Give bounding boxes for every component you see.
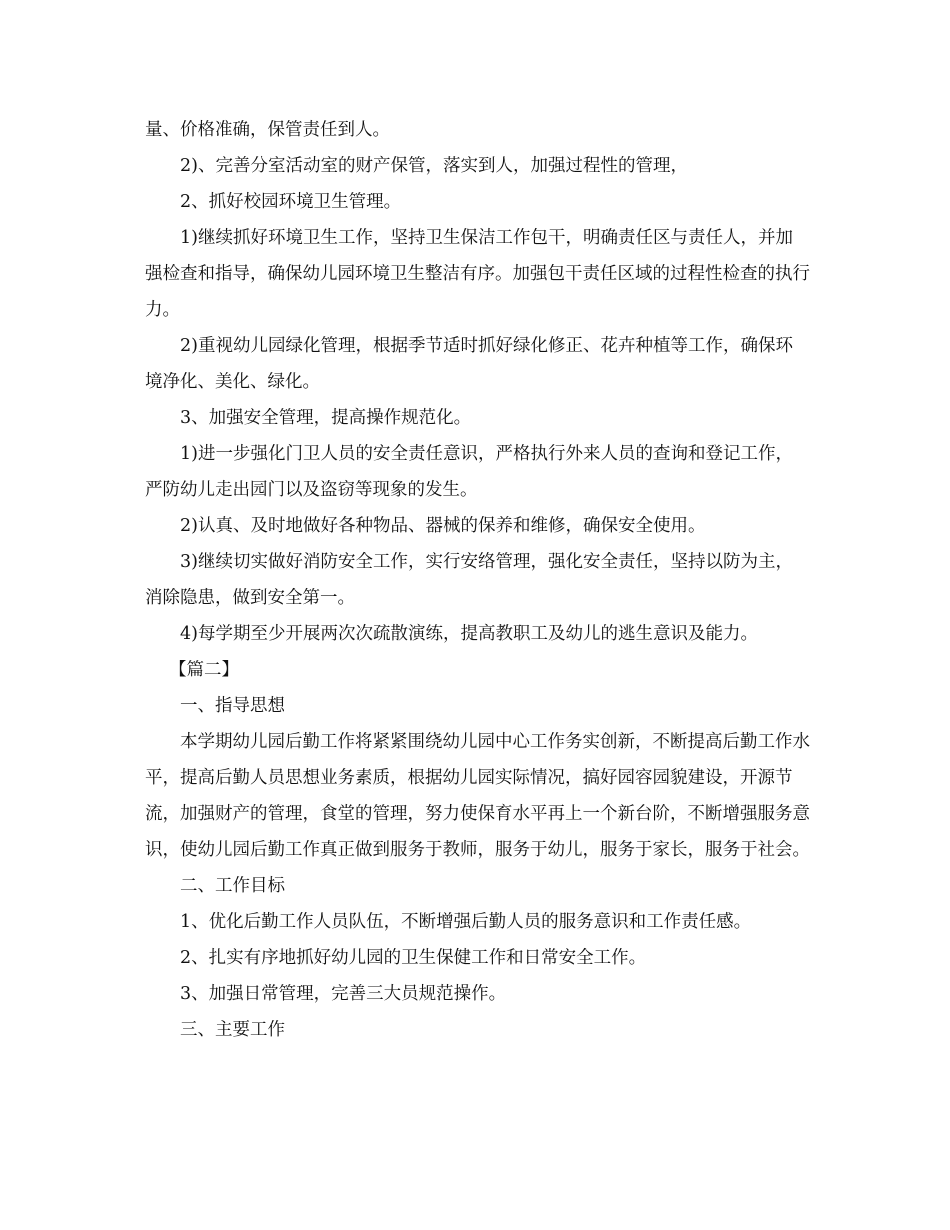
paragraph-item: 2)、完善分室活动室的财产保管，落实到人，加强过程性的管理， xyxy=(180,156,688,176)
paragraph-item: 3、加强日常管理，完善三大员规范操作。 xyxy=(180,984,507,1004)
section-heading: 一、指导思想 xyxy=(180,696,285,716)
paragraph-item: 4)每学期至少开展两次次疏散演练，提高教职工及幼儿的逃生意识及能力。 xyxy=(180,624,758,644)
document-body xyxy=(145,112,810,1048)
paragraph-item: 2、扎实有序地抓好幼儿园的卫生保健工作和日常安全工作。 xyxy=(180,948,647,968)
section-heading: 二、工作目标 xyxy=(180,876,285,896)
paragraph-continuation: 量、价格准确，保管责任到人。 xyxy=(145,120,390,140)
paragraph-item: 1、优化后勤工作人员队伍，不断增强后勤人员的服务意识和工作责任感。 xyxy=(180,912,752,932)
paragraph-item: 3)继续切实做好消防安全工作，实行安络管理，强化安全责任，坚持以防为主，消除隐患，做到安全第一。 xyxy=(145,552,793,608)
paragraph-item: 2)重视幼儿园绿化管理，根据季节适时抓好绿化修正、花卉种植等工作，确保环境净化、美化、绿化。 xyxy=(145,336,793,392)
part-heading: 【篇二】 xyxy=(169,660,239,680)
section-heading: 三、主要工作 xyxy=(180,1020,285,1040)
section-heading: 3、加强安全管理，提高操作规范化。 xyxy=(180,408,472,428)
paragraph-body: 本学期幼儿园后勤工作将紧紧围绕幼儿园中心工作务实创新，不断提高后勤工作水平，提高后勤人员思想业务素质，根据幼儿园实际情况，搞好园容园貌建设，开源节流，加强财产的管理，食堂的管理，努力使保育水平再上一个新台阶，不断增强服务意识，使幼儿园后勤工作真正做到服务于教师，服务于幼儿，服务于家长，服务于社会。 xyxy=(145,732,810,860)
paragraph-item: 1)进一步强化门卫人员的安全责任意识，严格执行外来人员的查询和登记工作，严防幼儿走出园门以及盗窃等现象的发生。 xyxy=(145,444,793,500)
paragraph-item: 1)继续抓好环境卫生工作，坚持卫生保洁工作包干，明确责任区与责任人，并加强检查和指导，确保幼儿园环境卫生整洁有序。加强包干责任区域的过程性检查的执行力。 xyxy=(145,228,810,320)
paragraph-item: 2)认真、及时地做好各种物品、器械的保养和维修，确保安全使用。 xyxy=(180,516,706,536)
section-heading: 2、抓好校园环境卫生管理。 xyxy=(180,192,402,212)
